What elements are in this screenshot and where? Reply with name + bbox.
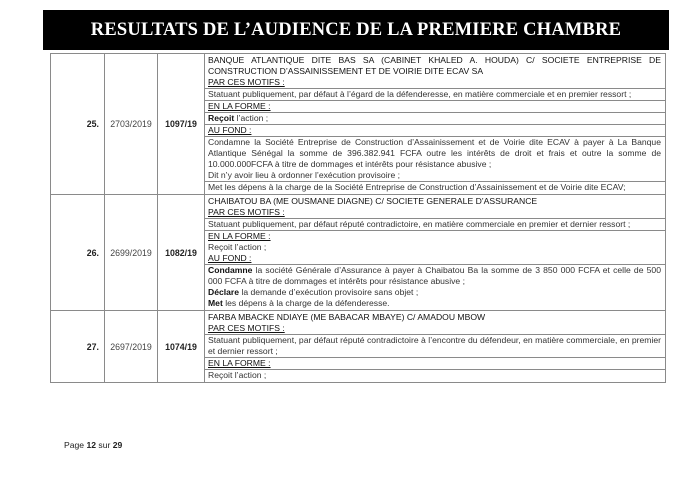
forme-heading: EN LA FORME : (208, 358, 271, 368)
forme-text: Reçoit l’action ; (208, 370, 267, 380)
motifs-text: Statuant publiquement, par défaut réputé contradictoire, en matière commerciale en premier et dernier ressort ; (208, 219, 631, 229)
fond-line: Dit n’y avoir lieu à ordonner l’exécution provisoire ; (208, 170, 401, 180)
case-content (205, 311, 666, 383)
fond-heading: AU FOND : (208, 253, 252, 263)
page-footer (64, 440, 122, 450)
case-content (205, 195, 666, 311)
case-rg: 2703/2019 (105, 54, 158, 195)
case-number: 27. (51, 311, 105, 383)
results-table (50, 53, 666, 383)
fond-line: Condamne la société Générale d’Assurance à payer à Chaibatou Ba la somme de 3 850 000 FCFA et celle de 500 000 FCFA à titre de dommages et intérêts pour résistance abusive ; (208, 265, 661, 286)
case-parties: FARBA MBACKE NDIAYE (ME BABACAR MBAYE) C/ AMADOU MBOW (208, 312, 486, 322)
judgment-number: 1074/19 (158, 311, 205, 383)
fond-heading: AU FOND : (208, 125, 252, 135)
fond-line: Met les dépens à la charge de la Société Entreprise de Construction d’Assainissement et de Voirie dite ECAV; (208, 182, 626, 192)
forme-text: Reçoit l’action ; (208, 242, 267, 252)
page-of: sur (98, 440, 111, 450)
judgment-number: 1097/19 (158, 54, 205, 195)
case-rg: 2699/2019 (105, 195, 158, 311)
page-label: Page (64, 440, 85, 450)
motifs-heading: PAR CES MOTIFS : (208, 207, 285, 217)
case-number: 26. (51, 195, 105, 311)
forme-heading: EN LA FORME : (208, 101, 271, 111)
page-total: 29 (112, 440, 123, 450)
forme-text: Reçoit l’action ; (208, 113, 269, 123)
page-number: 12 (86, 440, 97, 450)
motifs-heading: PAR CES MOTIFS : (208, 323, 285, 333)
page-title: RESULTATS DE L’AUDIENCE DE LA PREMIERE CHAMBRE (90, 20, 622, 40)
motifs-text: Statuant publiquement, par défaut réputé contradictoire à l’encontre du défendeur, en matière commerciale, en premier et dernier ressort ; (208, 335, 661, 356)
table-row (51, 195, 666, 311)
fond-line: Met les dépens à la charge de la défenderesse. (208, 298, 390, 308)
fond-line: Condamne la Société Entreprise de Construction d’Assainissement et de Voirie dite ECAV à payer à La Banque Atlantique Sénégal la somme de 396.382.941 FCFA outre les intérêts de droit et frais et outre la somme de 10.000.000FCFA à titre de dommages et intérêts pour résistance abusive ; (208, 137, 661, 169)
page-header-banner (43, 10, 669, 50)
case-parties: CHAIBATOU BA (ME OUSMANE DIAGNE) C/ SOCIETE GENERALE D’ASSURANCE (208, 196, 538, 206)
fond-line: Déclare la demande d’exécution provisoire sans objet ; (208, 287, 419, 297)
forme-heading: EN LA FORME : (208, 231, 271, 241)
case-parties: BANQUE ATLANTIQUE DITE BAS SA (CABINET KHALED A. HOUDA) C/ SOCIETE ENTREPRISE DE CONSTRUCTION D’ASSAINISSEMENT ET DE VOIRIE DITE ECAV SA (208, 55, 661, 76)
table-row (51, 311, 666, 383)
case-content (205, 54, 666, 195)
table-row (51, 54, 666, 195)
motifs-text: Statuant publiquement, par défaut à l’égard de la défenderesse, en matière commerciale et en premier ressort ; (208, 89, 632, 99)
motifs-heading: PAR CES MOTIFS : (208, 77, 285, 87)
judgment-number: 1082/19 (158, 195, 205, 311)
case-number: 25. (51, 54, 105, 195)
case-rg: 2697/2019 (105, 311, 158, 383)
